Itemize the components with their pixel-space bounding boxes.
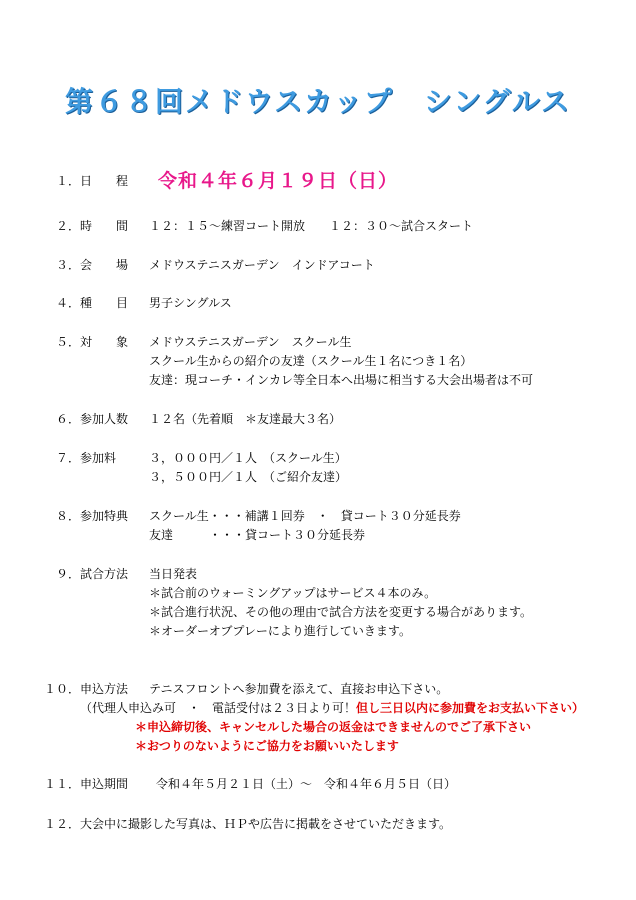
category-value: 男子シングルス bbox=[149, 296, 232, 310]
apply-proxy-text: （代理人申込み可 ・ 電話受付は２３日より可！ bbox=[80, 701, 357, 715]
eligible-line: メドウステニスガーデン スクール生 bbox=[149, 335, 352, 349]
perks-line: スクール生・・・補講１回券 ・ 貸コート３０分延長券 bbox=[149, 509, 461, 523]
eligible-line: 友達：現コーチ・インカレ等全日本へ出場に相当する大会出場者は不可 bbox=[149, 373, 534, 387]
time-label: ２．時 間 bbox=[56, 219, 129, 233]
category-label: ４．種 目 bbox=[56, 296, 129, 310]
period-label: １１．申込期間 bbox=[44, 777, 129, 791]
apply-proxy bbox=[80, 699, 584, 717]
fee-line: ３，５００円／１人 （ご紹介友達） bbox=[149, 470, 348, 484]
photos-text: １２．大会中に撮影した写真は、ＨＰや広告に掲載をさせていただきます。 bbox=[44, 817, 452, 831]
format-label: ９．試合方法 bbox=[56, 567, 129, 581]
apply-note-1: ＊申込締切後、キャンセルした場合の返金はできませんのでご了承下さい bbox=[135, 720, 532, 734]
perks-label: ８．参加特典 bbox=[56, 509, 129, 523]
page-title: 第６８回メドウスカップ シングルス bbox=[65, 85, 571, 118]
period-value: 令和４年５月２１日（土）～ 令和４年６月５日（日） bbox=[156, 777, 457, 791]
date-value: 令和４年６月１９日（日） bbox=[158, 170, 399, 192]
venue-value: メドウステニスガーデン インドアコート bbox=[149, 258, 375, 272]
capacity-label: ６．参加人数 bbox=[56, 412, 129, 426]
fee-label: ７．参加料 bbox=[56, 451, 117, 465]
eligible-line: スクール生からの紹介の友達（スクール生１名につき１名） bbox=[149, 354, 473, 368]
apply-note-2: ＊おつりのないようにご協力をお願いいたします bbox=[135, 739, 399, 753]
fee-line: ３，０００円／１人 （スクール生） bbox=[149, 451, 347, 465]
date-label: １．日 程 bbox=[56, 174, 129, 188]
format-line: 当日発表 bbox=[149, 567, 198, 581]
format-line: ＊オーダーオブプレーにより進行していきます。 bbox=[149, 624, 411, 638]
time-value: １２：１５～練習コート開放 １２：３０～試合スタート bbox=[149, 219, 474, 233]
format-line: ＊試合前のウォーミングアップはサービス４本のみ。 bbox=[149, 586, 437, 600]
perks-line: 友達 ・・・貸コート３０分延長券 bbox=[149, 528, 366, 542]
apply-value: テニスフロントへ参加費を添えて、直接お申込下さい。 bbox=[149, 682, 449, 696]
venue-label: ３．会 場 bbox=[56, 258, 129, 272]
capacity-value: １２名（先着順 ＊友達最大３名） bbox=[149, 412, 342, 426]
apply-label: １０．申込方法 bbox=[44, 682, 129, 696]
eligible-label: ５．対 象 bbox=[56, 335, 129, 349]
format-line: ＊試合進行状況、その他の理由で試合方法を変更する場合があります。 bbox=[149, 605, 533, 619]
apply-proxy-alert: 但し三日以内に参加費をお支払い下さい） bbox=[356, 701, 585, 715]
